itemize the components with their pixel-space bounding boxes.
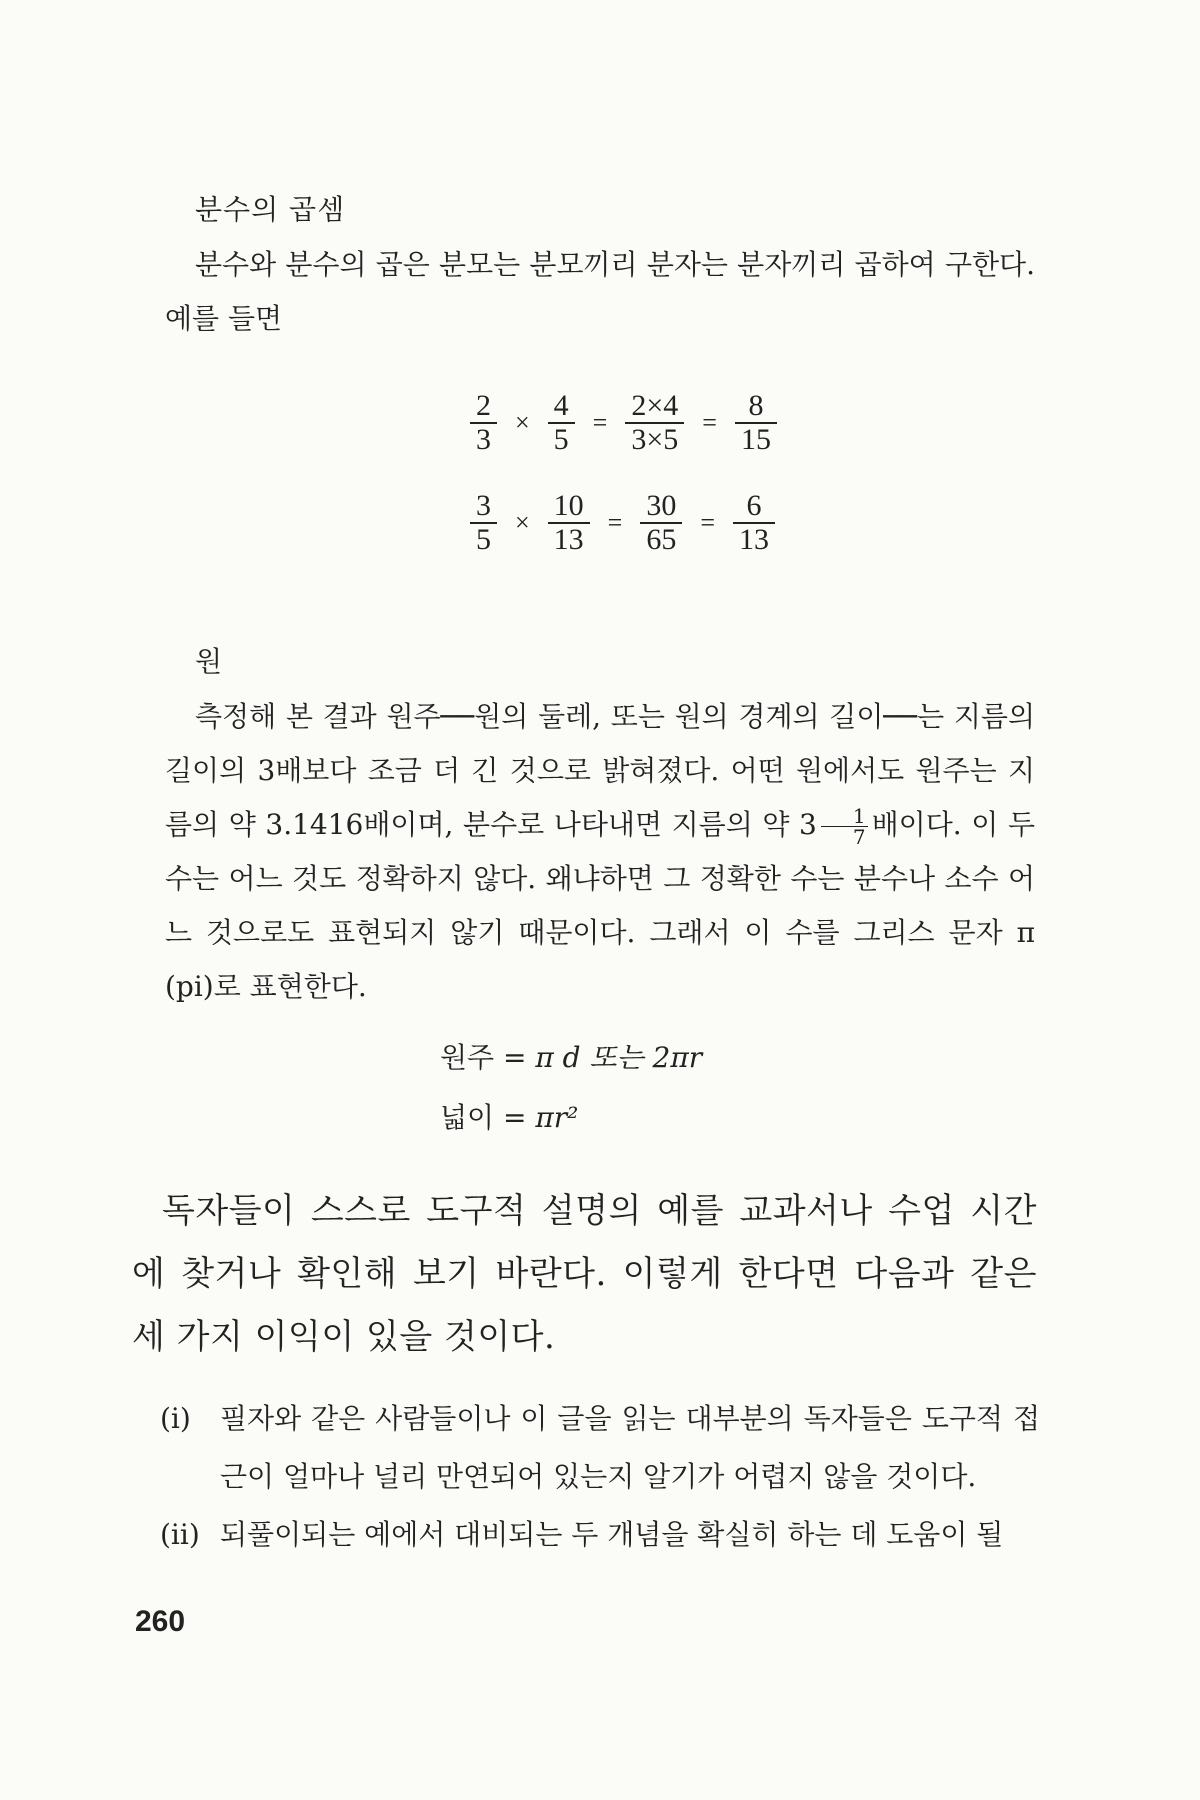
fraction: $\frac{30}{65}$ [640,490,682,555]
item-marker: (i) [160,1402,191,1435]
fraction: $\frac{2\times 4}{3\times 5}$ [625,390,684,455]
formula-circumference: 원주 = π d 또는 2πr [440,1041,703,1074]
section-heading-fraction-multiplication: 분수의 곱셈 [195,193,346,226]
fraction: $\frac{8}{15}$ [735,390,777,455]
fraction: $\frac{2}{3}$ [470,390,497,455]
inline-fraction: $\frac{1}{7}$ [821,806,868,847]
fraction: $\frac{10}{13}$ [548,490,590,555]
section-heading-circle: 원 [195,645,224,678]
formula-area: 넓이 = πr² [440,1101,579,1134]
fraction: $\frac{4}{5}$ [548,390,575,455]
section-text-fraction-multiplication: 분수와 분수의 곱은 분모는 분모끼리 분자는 분자끼리 곱하여 구한다. 예를 들면 [165,248,1035,335]
page-number: 260 [135,1605,186,1638]
body-paragraph: 독자들이 스스로 도구적 설명의 예를 교과서나 수업 시간에 찾거나 확인해 보기 바란다. 이렇게 한다면 다음과 같은 세 가지 이익이 있을 것이다. [132,1191,1037,1357]
list-item [160,1390,1040,1506]
equation-2: $\frac{3}{5}$ × $\frac{10}{13}$ = $\frac{30}{65}$ = $\frac{6}{13}$ [470,490,775,555]
item-marker: (ii) [160,1518,200,1551]
fraction: $\frac{6}{13}$ [733,490,775,555]
item-text: 되풀이되는 예에서 대비되는 두 개념을 확실히 하는 데 도움이 될 [220,1518,1004,1551]
equation-1: $\frac{2}{3}$ × $\frac{4}{5}$ = $\frac{2\times 4}{3\times 5}$ = $\frac{8}{15}$ [470,390,777,455]
item-text: 필자와 같은 사람들이나 이 글을 읽는 대부분의 독자들은 도구적 접근이 얼마나 널리 만연되어 있는지 알기가 어렵지 않을 것이다. [220,1402,1040,1493]
section-text-circle: 측정해 본 결과 원주──원의 둘레, 또는 원의 경계의 길이──는 지름의 길이의 3배보다 조금 더 긴 것으로 밝혀졌다. 어떤 원에서도 원주는 지름의 약 3.1416배이며, 분수로 나타내면 지름의 약 3 $\frac{1}{7}$ 배이다. 이 두 수는 어느 것도 정확하지 않다. 왜냐하면 그 정확한 수는 분수나 소수 어느 것으로도 표현되지 않기 때문이다. 그래서 이 수를 그리스 문자 π (pi)로 표현한다. [165,700,1035,1003]
list-item [160,1506,1040,1564]
fraction: $\frac{3}{5}$ [470,490,497,555]
